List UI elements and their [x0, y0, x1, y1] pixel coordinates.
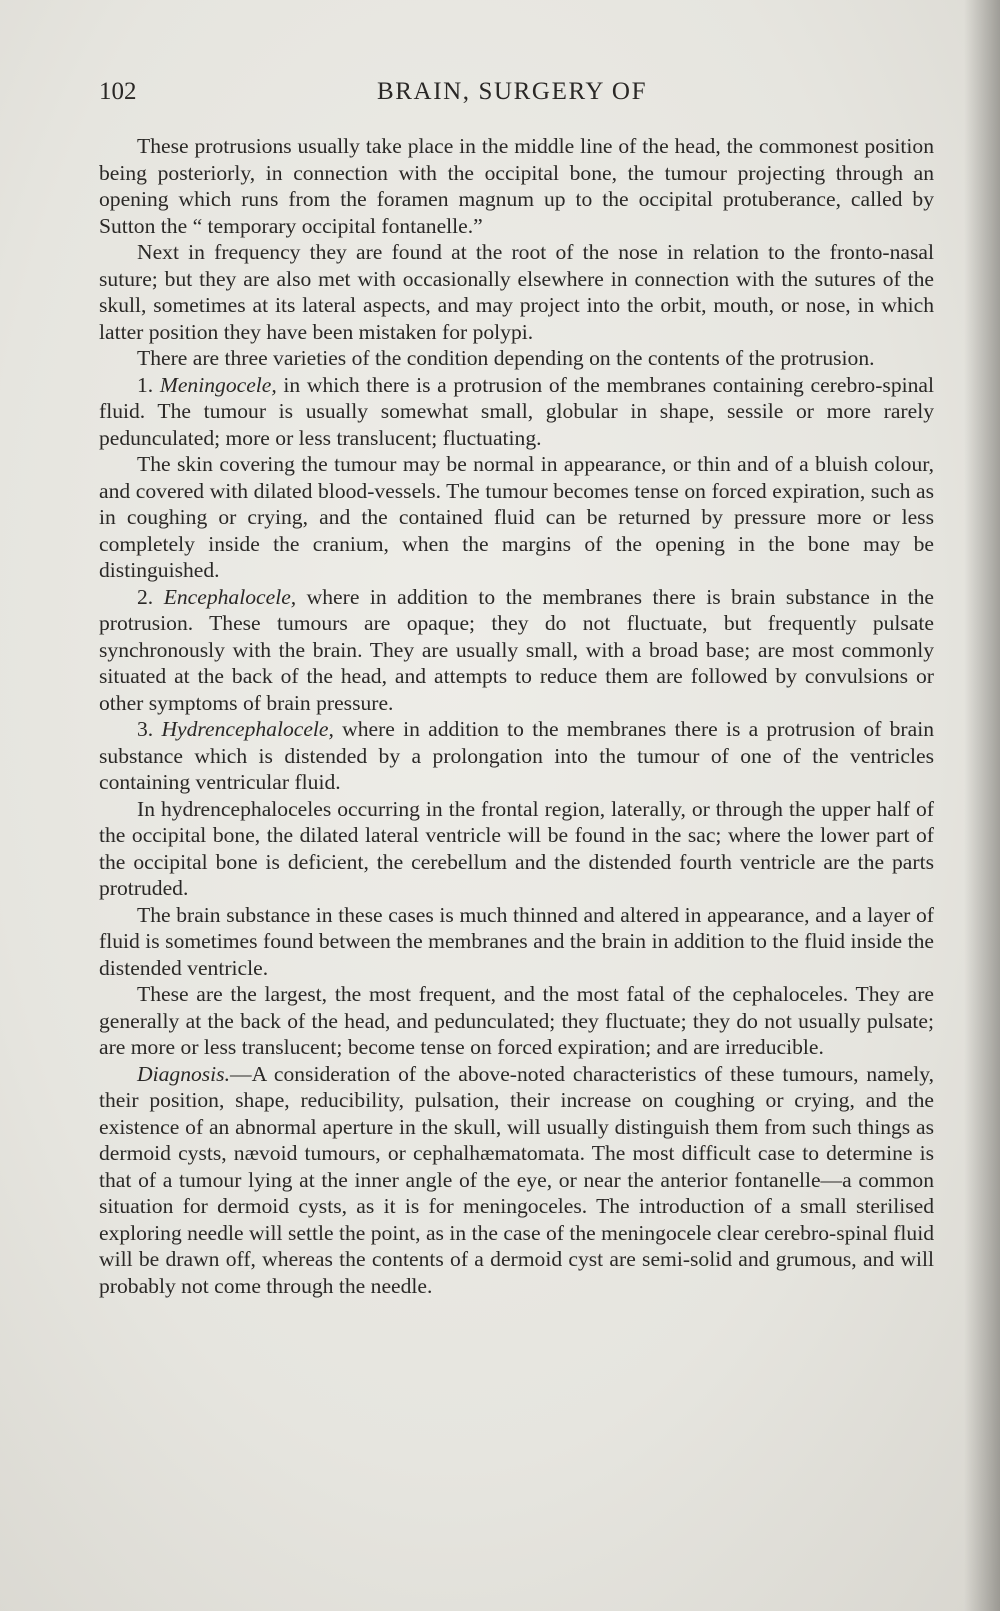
running-head: BRAIN, SURGERY OF — [377, 78, 648, 105]
paragraph-text: in which there is a protrusion of the membranes containing cerebro-spinal fluid. The tumour is usually somewhat small, globular in shape, sessile or more rarely pedunculated; more or less translucent; fluctuating. — [99, 372, 935, 450]
paragraph — [99, 345, 934, 372]
paragraph-text: There are three varieties of the condition depending on the contents of the protrusion. — [137, 346, 875, 370]
paragraph-text: where in addition to the membranes there is brain substance in the protrusion. These tumours are opaque; they do not fluctuate, but frequently pulsate synchronously with the brain. They are usually small, with a broad base; are most commonly situated at the back of the head, and attempts to reduce them are followed by convulsions or other symptoms of brain pressure. — [99, 584, 935, 715]
paragraph — [99, 902, 934, 982]
paragraph-diagnosis — [99, 1061, 934, 1300]
paragraph-text: These protrusions usually take place in the middle line of the head, the commonest position being posteriorly, in connection with the occipital bone, the tumour projecting through an opening which runs from the foramen magnum up to the occipital protuberance, called by Sutton the “ temporary occipital fontanelle.” — [99, 134, 934, 238]
paragraph-meningocele — [99, 372, 934, 452]
page-header — [99, 78, 669, 112]
paragraph-hydrencephalocele — [99, 716, 934, 796]
page-number: 102 — [99, 78, 137, 105]
paragraph-lead: 3. — [137, 717, 162, 741]
paragraph-italic-term: Encephalocele, — [163, 584, 297, 609]
paragraph — [99, 239, 934, 345]
paragraph-italic-term: Meningocele, — [159, 372, 277, 397]
paragraph — [99, 133, 934, 239]
paragraph-text: In hydrencephaloceles occurring in the frontal region, laterally, or through the upper half of the occipital bone, the dilated lateral ventricle will be found in the sac; where the lower part of the occipital bone is deficient, the cerebellum and the distended fourth ventricle are the parts protruded. — [99, 796, 934, 900]
paragraph-italic-term: Hydrencephalocele, — [161, 717, 334, 741]
paragraph-text: The brain substance in these cases is much thinned and altered in appearance, and a layer of fluid is sometimes found between the membranes and the brain in addition to the fluid inside the distended ventricle. — [99, 902, 934, 980]
paragraph-text: The skin covering the tumour may be normal in appearance, or thin and of a bluish colour, and covered with dilated blood-vessels. The tumour becomes tense on forced expiration, such as in coughing or crying, and the contained fluid can be returned by pressure more or less completely inside the cranium, when the margins of the opening in the bone may be distinguished. — [99, 452, 934, 582]
paragraph-encephalocele — [99, 584, 934, 717]
page-edge-shadow — [964, 0, 1000, 1611]
paragraph-italic-term: Diagnosis. — [137, 1061, 230, 1086]
paragraph-lead: 2. — [137, 584, 164, 609]
paragraph-text: where in addition to the membranes there is a protrusion of brain substance which is distended by a prolongation into the tumour of one of the ventricles containing ventricular fluid. — [99, 717, 935, 794]
body-text — [99, 133, 934, 1299]
paragraph — [99, 796, 934, 902]
paragraph-text: These are the largest, the most frequent, and the most fatal of the cephaloceles. They are generally at the back of the head, and pedunculated; they fluctuate; they do not usually pulsate; are more or less translucent; become tense on forced expiration; and are irreducible. — [99, 982, 934, 1059]
paragraph — [99, 451, 934, 584]
paragraph-text: —A consideration of the above-noted characteristics of these tumours, namely, their position, shape, reducibility, pulsation, their increase on coughing or crying, and the existence of an abnormal aperture in the skull, will usually distinguish them from such things as dermoid cysts, nævoid tumours, or cephalhæmatomata. The most difficult case to determine is that of a tumour lying at the inner angle of the eye, or near the anterior fontanelle—a common situation for dermoid cysts, as it is for meningoceles. The introduction of a small sterilised exploring needle will settle the point, as in the case of the meningocele clear cerebro-spinal fluid will be drawn off, whereas the contents of a dermoid cyst are semi-solid and grumous, and will probably not come through the needle. — [99, 1061, 934, 1298]
paragraph-text: Next in frequency they are found at the root of the nose in relation to the fronto-nasal suture; but they are also met with occasionally elsewhere in connection with the sutures of the skull, sometimes at its lateral aspects, and may project into the orbit, mouth, or nose, in which latter position they have been mistaken for polypi. — [99, 240, 934, 344]
paragraph-lead: 1. — [137, 372, 160, 397]
paragraph — [99, 981, 934, 1061]
